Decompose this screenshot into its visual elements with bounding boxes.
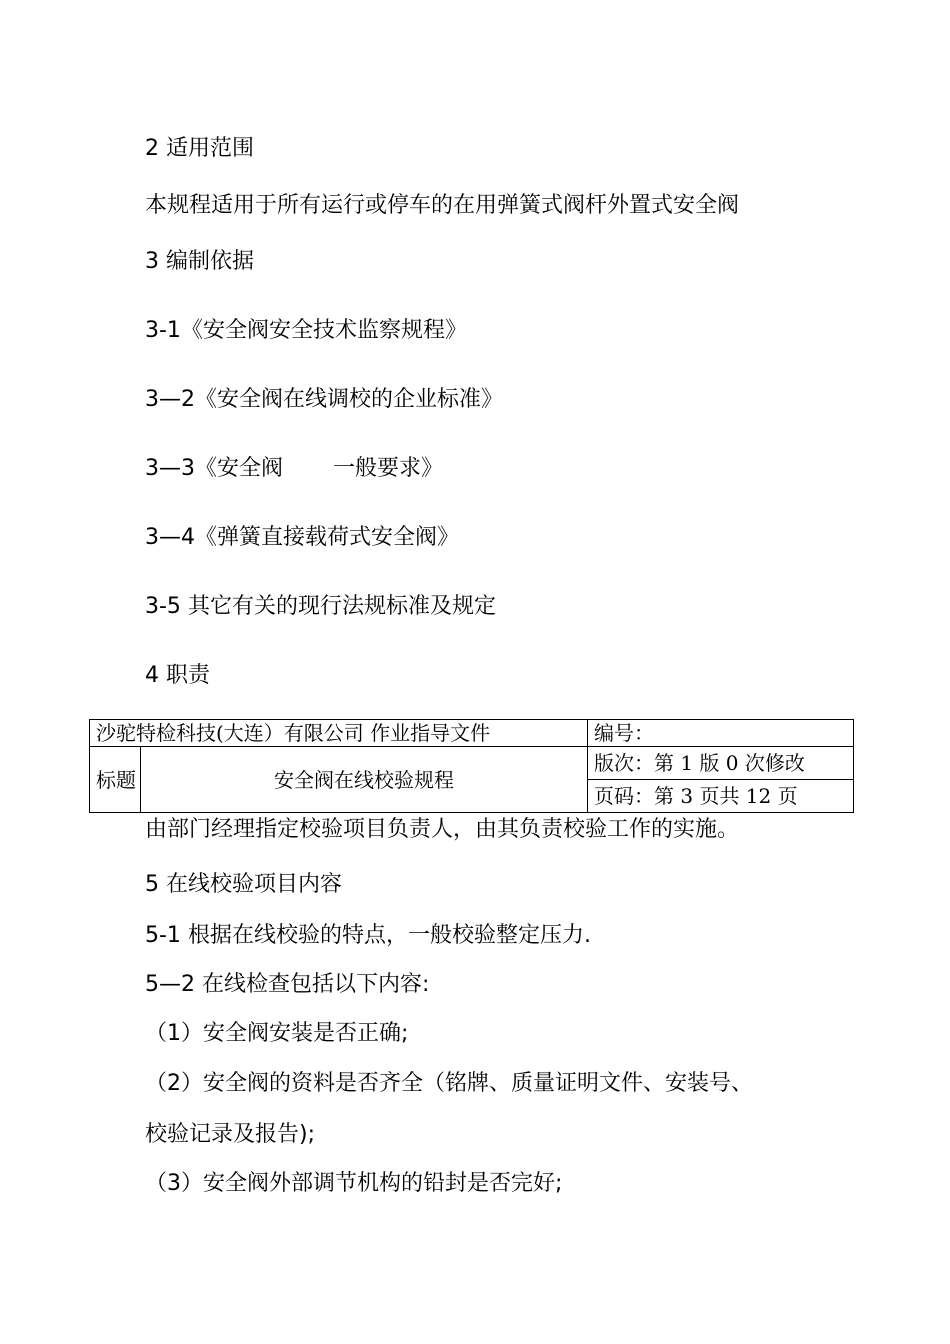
section-number: 3: [145, 249, 159, 274]
section-3-heading: [145, 247, 254, 277]
item-number: 3—4: [145, 525, 195, 550]
version-cell: 版次：第 1 版 0 次修改: [588, 747, 854, 780]
section-2-heading: [145, 134, 254, 164]
scope-paragraph: [145, 191, 739, 221]
check-item-3: [145, 1169, 562, 1199]
check-item-2: [145, 1069, 753, 1099]
section-4-heading: [145, 661, 210, 691]
item-text: 安全阀安装是否正确;: [203, 1021, 409, 1046]
check-item-1: [145, 1019, 408, 1049]
item-text: 校验记录及报告);: [145, 1122, 315, 1147]
item-text: 安全阀外部调节机构的铅封是否完好;: [203, 1171, 563, 1196]
section-text: 职责: [166, 663, 211, 688]
section-5-heading: [145, 870, 342, 900]
item-text: 《安全阀在线调校的企业标准》: [195, 387, 504, 412]
item-number: （3）: [145, 1171, 203, 1196]
company-name-cell: 沙驼特检科技(大连）有限公司 作业指导文件: [90, 720, 588, 747]
section-number: 2: [145, 136, 159, 161]
item-number: 5-1: [145, 923, 181, 948]
item-3-1: [145, 316, 467, 346]
item-text: 《安全阀安全技术监察规程》: [180, 318, 467, 343]
paragraph-text: 本规程适用于所有运行或停车的在用弹簧式阀杆外置式安全阀: [145, 193, 740, 218]
item-5-1: [145, 921, 591, 951]
title-label-cell: 标题: [90, 747, 141, 813]
item-text: 其它有关的现行法规标准及规定: [187, 594, 496, 619]
section-number: 4: [145, 663, 159, 688]
paragraph-text: 由部门经理指定校验项目负责人，由其负责校验工作的实施。: [145, 817, 740, 842]
item-5-2: [145, 970, 429, 1000]
item-3-5: [145, 592, 496, 622]
item-number: 3—3: [145, 456, 195, 481]
item-number: 3-1: [145, 318, 181, 343]
responsibility-paragraph: [145, 815, 739, 845]
section-text: 适用范围: [166, 136, 255, 161]
check-item-2-continued: [145, 1120, 315, 1150]
item-text: 根据在线校验的特点，一般校验整定压力.: [187, 923, 591, 948]
item-text: 在线检查包括以下内容:: [202, 972, 430, 997]
document-header-table: [89, 719, 854, 813]
item-3-3: [145, 454, 443, 484]
section-text: 编制依据: [166, 249, 255, 274]
item-number: 5—2: [145, 972, 195, 997]
item-text: 《安全阀: [195, 456, 284, 481]
page-number-cell: 页码：第 3 页共 12 页: [588, 780, 854, 813]
item-3-2: [145, 385, 503, 415]
section-number: 5: [145, 872, 159, 897]
item-text: 《弹簧直接载荷式安全阀》: [195, 525, 460, 550]
item-number: 3-5: [145, 594, 181, 619]
item-number: （2）: [145, 1071, 203, 1096]
item-text-continued: 一般要求》: [333, 456, 444, 481]
document-title-cell: 安全阀在线校验规程: [141, 747, 588, 813]
item-number: （1）: [145, 1021, 203, 1046]
section-text: 在线校验项目内容: [166, 872, 343, 897]
item-3-4: [145, 523, 459, 553]
item-text: 安全阀的资料是否齐全（铭牌、质量证明文件、安装号、: [203, 1071, 754, 1096]
code-cell: 编号：: [588, 720, 854, 747]
item-number: 3—2: [145, 387, 195, 412]
